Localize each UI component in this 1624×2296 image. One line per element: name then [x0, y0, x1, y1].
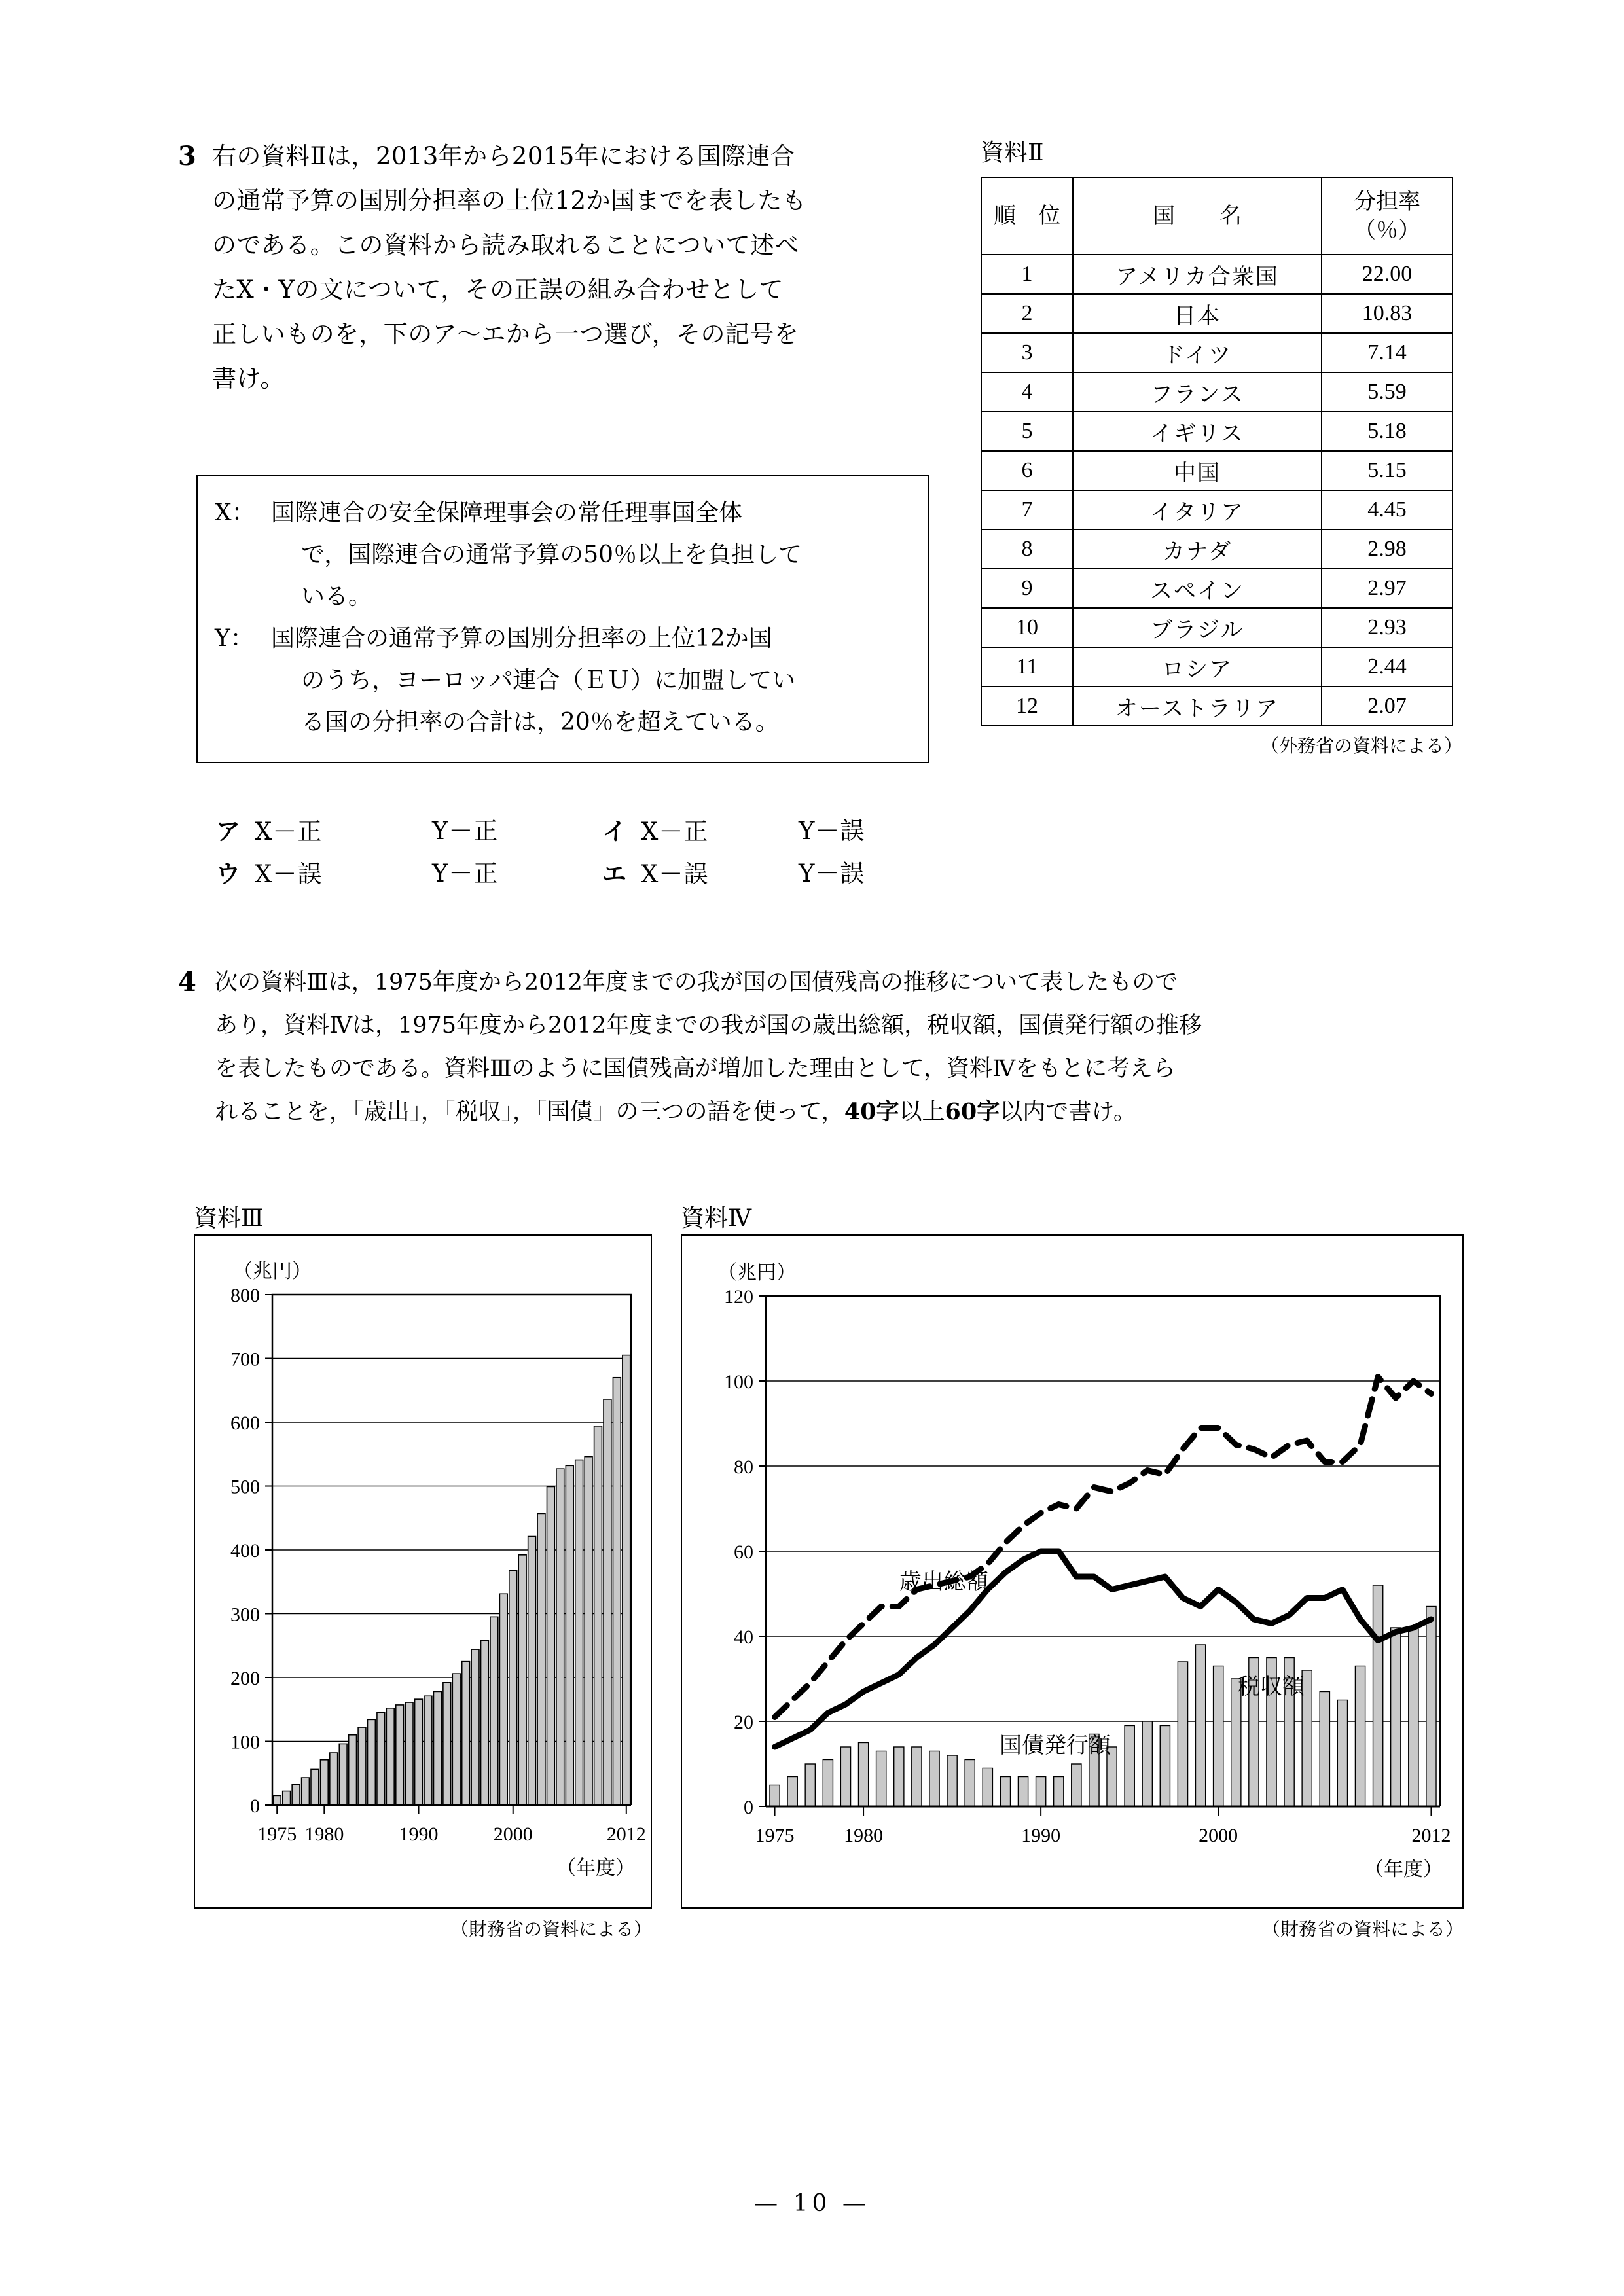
x-axis-tick-label: 2012	[606, 1823, 646, 1845]
bar	[358, 1727, 366, 1805]
choice-y-value: Y－誤	[799, 859, 865, 888]
y-axis-tick-label: 120	[724, 1286, 753, 1308]
bond-issue-bar	[1018, 1777, 1028, 1807]
bar	[339, 1744, 347, 1805]
cell-rate: 10.83	[1322, 294, 1453, 333]
bar	[556, 1469, 564, 1805]
cell-rate: 5.15	[1322, 451, 1453, 490]
shiryo-3-source: （財務省の資料による）	[450, 1918, 652, 1940]
bond-issue-bar	[1426, 1607, 1436, 1807]
cell-country: 日本	[1073, 294, 1322, 333]
cell-country: イギリス	[1073, 412, 1322, 451]
bond-issue-bar	[1178, 1662, 1187, 1806]
statement-x	[215, 492, 911, 618]
choice-option-a[interactable]	[216, 810, 432, 853]
statement-y-line: る国の分担率の合計は，20％を超えている。	[301, 709, 779, 736]
table-row	[981, 294, 1453, 333]
y-axis-tick-label: 600	[230, 1412, 260, 1434]
bar	[405, 1702, 413, 1805]
y-axis-tick-label: 60	[734, 1541, 753, 1563]
x-axis-tick-label: 1990	[1021, 1825, 1061, 1846]
cell-rank: 12	[981, 687, 1073, 726]
bond-issue-bar	[823, 1760, 833, 1807]
statement-y-line: のうち，ヨーロッパ連合（ＥＵ）に加盟してい	[301, 667, 796, 694]
shiryo-2-title: 資料Ⅱ	[981, 139, 1044, 166]
y-axis-tick-label: 40	[734, 1626, 753, 1648]
table-row	[981, 687, 1453, 726]
y-axis-tick-label: 700	[230, 1348, 260, 1371]
bond-issue-bar	[929, 1751, 939, 1807]
bond-issue-bar	[770, 1785, 780, 1807]
cell-rate: 7.14	[1322, 333, 1453, 372]
cell-rank: 4	[981, 372, 1073, 412]
bar	[528, 1537, 536, 1805]
choice-y-value: Y－正	[432, 817, 499, 845]
shiryo-3-title: 資料Ⅲ	[194, 1205, 264, 1232]
table-row	[981, 490, 1453, 529]
choice-option-c-y	[432, 853, 602, 895]
series-label-total-expenditure: 歳出総額	[899, 1569, 988, 1595]
question-3	[178, 134, 937, 401]
y-axis-tick-label: 0	[744, 1797, 753, 1818]
question-4-number: 4	[178, 967, 196, 997]
cell-rate: 22.00	[1322, 255, 1453, 294]
cell-rank: 11	[981, 647, 1073, 687]
choice-option-c[interactable]	[216, 853, 432, 895]
statement-y	[215, 618, 911, 744]
y-axis-tick-label: 500	[230, 1476, 260, 1498]
cell-rank: 2	[981, 294, 1073, 333]
x-axis-tick-label: 1975	[257, 1823, 297, 1845]
table-row	[981, 451, 1453, 490]
y-axis-unit-label: （兆円）	[233, 1260, 312, 1283]
x-axis-tick-label: 2000	[493, 1823, 533, 1845]
cell-rate: 4.45	[1322, 490, 1453, 529]
statement-y-line: 国際連合の通常予算の国別分担率の上位12か国	[271, 625, 772, 652]
question-4-line: あり，資料Ⅳは，1975年度から2012年度までの我が国の歳出総額，税収額，国債発行額の推移	[215, 1013, 1202, 1039]
bar	[452, 1674, 460, 1805]
bond-issue-bar	[1391, 1628, 1401, 1806]
cell-rank: 5	[981, 412, 1073, 451]
column-header-rate-line2: （％）	[1354, 217, 1420, 243]
question-4-line: を表したものである。資料Ⅲのように国債残高が増加した理由として，資料Ⅳをもとに考えら	[215, 1056, 1176, 1082]
bar	[368, 1719, 376, 1805]
bond-issue-bar	[1072, 1764, 1081, 1806]
bond-issue-bar	[1373, 1585, 1383, 1806]
bar	[311, 1769, 319, 1805]
bar	[415, 1699, 423, 1805]
x-axis-tick-label: 1980	[844, 1825, 884, 1846]
bar	[613, 1378, 621, 1805]
shiryo-4-title: 資料Ⅳ	[681, 1205, 751, 1232]
question-4-line: れることを，「歳出」，「税収」，「国債」の三つの語を使って，40字以上60字以内で書け。	[215, 1098, 1136, 1125]
xy-statement-box	[196, 475, 929, 763]
x-axis-unit-label: （年度）	[1364, 1858, 1443, 1881]
column-header-rate-line1: 分担率	[1354, 188, 1420, 215]
bond-issue-bar	[1355, 1666, 1365, 1807]
x-axis-tick-label: 1990	[399, 1823, 439, 1845]
bond-issue-bar	[858, 1743, 868, 1807]
bar	[377, 1713, 385, 1805]
shiryo-4-source: （財務省の資料による）	[1261, 1918, 1464, 1940]
y-axis-unit-label: （兆円）	[717, 1261, 796, 1284]
table-row	[981, 569, 1453, 608]
choice-option-b[interactable]	[602, 810, 799, 853]
answer-choices	[216, 810, 949, 895]
statement-x-line: 国際連合の安全保障理事会の常任理事国全体	[271, 499, 743, 526]
bar	[604, 1399, 611, 1805]
choice-mark: ア	[216, 817, 240, 846]
bar	[537, 1513, 545, 1805]
bond-issue-bar	[965, 1760, 975, 1807]
cell-country: イタリア	[1073, 490, 1322, 529]
statement-x-line: で，国際連合の通常予算の50％以上を負担して	[301, 541, 803, 568]
cell-country: ブラジル	[1073, 608, 1322, 647]
choice-x-value: X－誤	[255, 860, 323, 888]
bond-issue-bar	[876, 1751, 886, 1807]
choice-y-value: Y－正	[432, 859, 499, 888]
statement-x-line: いる。	[301, 583, 372, 610]
bond-issue-bar	[894, 1747, 904, 1806]
table-header-row	[981, 177, 1453, 255]
cell-country: オーストラリア	[1073, 687, 1322, 726]
bond-issue-bar	[1125, 1726, 1134, 1807]
budget-revenue-bond-chart	[682, 1236, 1462, 1907]
choice-y-value: Y－誤	[799, 817, 865, 845]
statement-x-label: X：	[215, 499, 255, 526]
page-number: — 10 —	[754, 2190, 870, 2217]
bar	[396, 1705, 404, 1805]
y-axis-tick-label: 0	[250, 1795, 260, 1817]
table-row	[981, 529, 1453, 569]
cell-rank: 1	[981, 255, 1073, 294]
cell-rank: 8	[981, 529, 1073, 569]
question-3-number: 3	[178, 141, 196, 171]
bar	[349, 1735, 357, 1805]
choice-option-d[interactable]	[602, 853, 799, 895]
cell-country: カナダ	[1073, 529, 1322, 569]
bar	[585, 1457, 592, 1805]
y-axis-tick-label: 800	[230, 1285, 260, 1306]
y-axis-tick-label: 400	[230, 1540, 260, 1562]
bond-issue-bar	[1320, 1692, 1329, 1807]
cell-rate: 2.98	[1322, 529, 1453, 569]
series-label-tax-revenue: 税収額	[1238, 1674, 1305, 1700]
series-label-bond-issue: 国債発行額	[1000, 1732, 1111, 1759]
bar	[302, 1778, 310, 1805]
choice-option-d-y	[799, 853, 865, 895]
y-axis-tick-label: 20	[734, 1712, 753, 1733]
bar	[433, 1691, 441, 1805]
x-axis-unit-label: （年度）	[556, 1857, 635, 1880]
bond-issue-bar	[1214, 1666, 1223, 1807]
y-axis-tick-label: 200	[230, 1668, 260, 1689]
cell-rate: 5.59	[1322, 372, 1453, 412]
column-header-rate	[1322, 177, 1453, 255]
bar	[273, 1795, 281, 1805]
bond-issue-bar	[947, 1755, 957, 1806]
bond-issue-bar	[1054, 1777, 1064, 1807]
question-3-line: のである。この資料から読み取れることについて述べ	[212, 231, 799, 259]
total-expenditure-line	[775, 1377, 1432, 1717]
question-3-line: たX・Yの文について，その正誤の組み合わせとして	[212, 276, 784, 304]
tax-revenue-line	[775, 1551, 1432, 1747]
statement-y-label: Y：	[215, 625, 254, 652]
bond-issue-bar	[912, 1747, 922, 1806]
bond-issue-bar	[1337, 1700, 1347, 1807]
bond-issue-bar	[1409, 1628, 1418, 1806]
bar	[509, 1570, 517, 1805]
bar	[594, 1426, 602, 1805]
choice-x-value: X－正	[641, 817, 709, 846]
shiryo-3-chart	[194, 1234, 652, 1909]
y-axis-tick-label: 100	[230, 1731, 260, 1753]
bar	[424, 1696, 432, 1805]
cell-rate: 2.93	[1322, 608, 1453, 647]
table-row	[981, 412, 1453, 451]
question-4	[178, 961, 1474, 1134]
table-row	[981, 255, 1453, 294]
question-3-text	[212, 134, 937, 401]
cell-rank: 3	[981, 333, 1073, 372]
bond-issue-bar	[1036, 1777, 1046, 1807]
bar	[575, 1460, 583, 1805]
question-3-line: 正しいものを，下のア〜エから一つ選び，その記号を	[212, 320, 799, 348]
contribution-rate-table	[981, 177, 1453, 726]
bar	[292, 1785, 300, 1805]
x-axis-tick-label: 1980	[304, 1823, 344, 1845]
table-row	[981, 647, 1453, 687]
question-4-line: 次の資料Ⅲは，1975年度から2012年度までの我が国の国債残高の推移について表したもので	[215, 969, 1178, 996]
cell-rate: 2.97	[1322, 569, 1453, 608]
bar	[283, 1791, 291, 1805]
question-3-line: 右の資料Ⅱは，2013年から2015年における国際連合	[212, 142, 795, 170]
cell-rank: 10	[981, 608, 1073, 647]
bar	[547, 1486, 555, 1805]
choice-mark: ウ	[216, 859, 240, 888]
cell-rate: 2.07	[1322, 687, 1453, 726]
bond-issue-bar	[1142, 1721, 1152, 1806]
x-axis-tick-label: 2012	[1411, 1825, 1451, 1846]
bond-issue-bar	[983, 1768, 992, 1807]
column-header-rank: 順 位	[981, 177, 1073, 255]
x-axis-tick-label: 1975	[755, 1825, 795, 1846]
bar	[623, 1355, 630, 1805]
cell-country: 中国	[1073, 451, 1322, 490]
shiryo-4-container	[681, 1203, 1464, 1941]
bar	[499, 1594, 507, 1805]
choice-option-a-y	[432, 810, 602, 853]
table-row	[981, 608, 1453, 647]
x-axis-tick-label: 2000	[1199, 1825, 1238, 1846]
column-header-country: 国 名	[1073, 177, 1322, 255]
bar	[330, 1753, 338, 1805]
bar	[481, 1640, 489, 1805]
cell-rank: 9	[981, 569, 1073, 608]
shiryo-3-container	[194, 1203, 652, 1941]
bar	[443, 1683, 451, 1805]
bond-issue-bar	[1195, 1645, 1205, 1806]
choice-x-value: X－正	[255, 817, 323, 846]
cell-country: スペイン	[1073, 569, 1322, 608]
bar	[566, 1465, 573, 1805]
cell-rank: 7	[981, 490, 1073, 529]
bond-issue-bar	[805, 1764, 815, 1806]
y-axis-tick-label: 80	[734, 1456, 753, 1478]
question-4-text	[215, 961, 1474, 1134]
bar	[320, 1760, 328, 1805]
y-axis-tick-label: 100	[724, 1371, 753, 1393]
table-row	[981, 333, 1453, 372]
shiryo-2-container	[981, 136, 1465, 758]
cell-country: フランス	[1073, 372, 1322, 412]
shiryo-4-chart	[681, 1234, 1464, 1909]
choice-option-b-y	[799, 810, 865, 853]
cell-rate: 2.44	[1322, 647, 1453, 687]
bar	[462, 1662, 470, 1805]
choice-x-value: X－誤	[641, 860, 709, 888]
y-axis-tick-label: 300	[230, 1604, 260, 1626]
shiryo-2-source: （外務省の資料による）	[1260, 735, 1462, 757]
bar	[386, 1708, 394, 1805]
bond-issue-bar	[1000, 1777, 1010, 1807]
cell-rate: 5.18	[1322, 412, 1453, 451]
bond-issue-bar	[787, 1777, 797, 1807]
choice-mark: イ	[602, 817, 626, 846]
question-3-line: の通常予算の国別分担率の上位12か国までを表したも	[212, 187, 807, 215]
choice-mark: エ	[602, 859, 626, 888]
bond-issue-bar	[1160, 1726, 1170, 1807]
cell-country: ドイツ	[1073, 333, 1322, 372]
bar	[490, 1617, 498, 1805]
bond-issue-bar	[840, 1747, 850, 1806]
bar	[518, 1555, 526, 1805]
question-3-line: 書け。	[212, 365, 285, 393]
national-debt-bar-chart	[195, 1236, 651, 1907]
cell-country: アメリカ合衆国	[1073, 255, 1322, 294]
cell-rank: 6	[981, 451, 1073, 490]
table-row	[981, 372, 1453, 412]
bar	[471, 1649, 479, 1805]
cell-country: ロシア	[1073, 647, 1322, 687]
